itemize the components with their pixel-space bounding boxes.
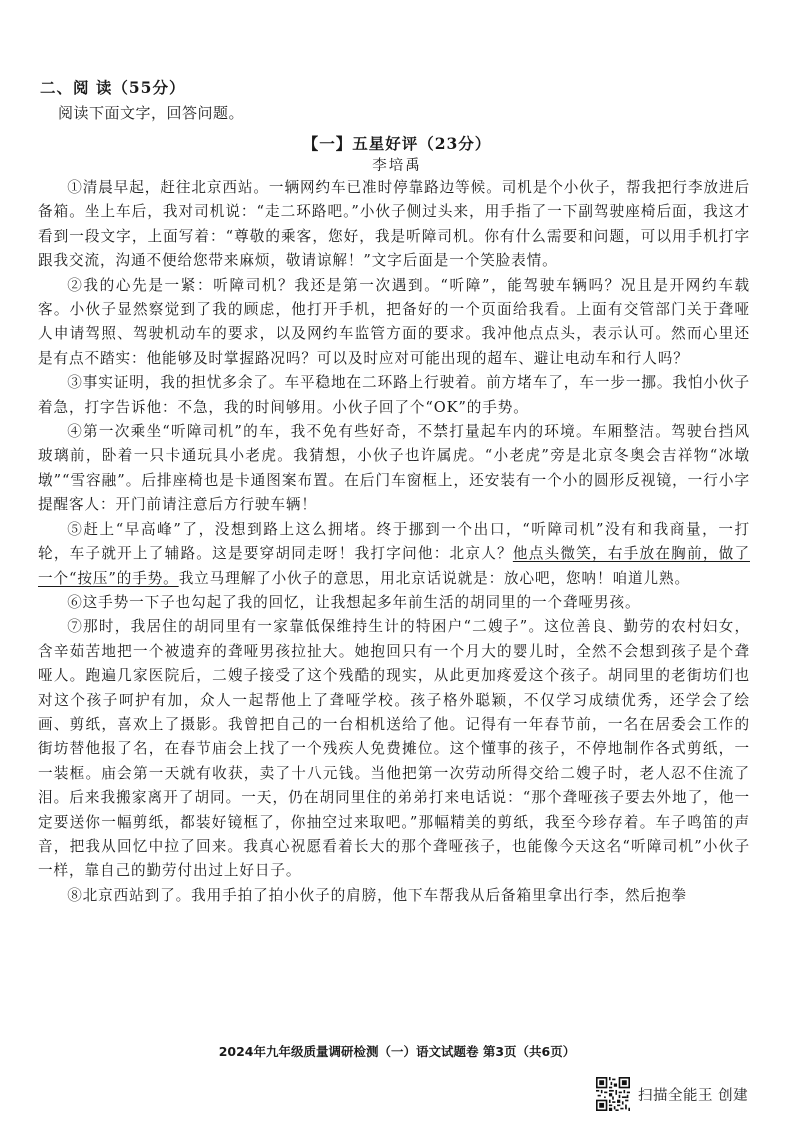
page-footer: 2024年九年级质量调研检测（一）语文试题卷 第3页（共6页） [218, 1044, 576, 1059]
paragraph-5 [38, 518, 750, 591]
underlined-sentence: 他点头微笑，右手放在胸前，做了一个“按压”的手势。 [38, 545, 750, 587]
paragraph-7: ⑦那时，我居住的胡同里有一家靠低保维持生计的特困户“二嫂子”。这位善良、勤劳的农村妇女，含辛茹苦地把一个被遗弃的聋哑男孩拉扯大。她抱回只有一个月大的婴儿时，全然不会想到孩子是个聋哑人。跑遍几家医院后，二嫂子接受了这个残酷的现实，从此更加疼爱这个孩子。胡同里的老街坊们也对这个孩子呵护有加，众人一起帮他上了聋哑学校。孩子格外聪颖，不仅学习成绩优秀，还学会了绘画、剪纸，喜欢上了摄影。我曾把自己的一台相机送给了他。记得有一年春节前，一名在居委会工作的街坊替他报了名，在春节庙会上找了一个残疾人免费摊位。这个懂事的孩子，不停地制作各式剪纸，一一装框。庙会第一天就有收获，卖了十八元钱。当他把第一次劳动所得交给二嫂子时，老人忍不住流了泪。后来我搬家离开了胡同。一天，仍在胡同里住的弟弟打来电话说：“那个聋哑孩子要去外地了，他一定要送你一幅剪纸，都装好镜框了，你抽空过来取吧。”那幅精美的剪纸，我至今珍存着。车子鸣笛的声音，把我从回忆中拉了回来。我真心祝愿看着长大的那个聋哑孩子，也能像今天这名“听障司机”小伙子一样，靠自己的勤劳付出过上好日子。 [38, 618, 750, 880]
paragraph-5-start: ⑤赶上“早高峰”了，没想到路上这么拥堵。终于挪到一个出口，“听障司机”没有和我商量，一打轮，车子就开上了辅路。这是要穿胡同走呀！我打字问他：北京人？ [38, 520, 750, 563]
paragraph-3: ③事实证明，我的担忧多余了。车平稳地在二环路上行驶着。前方堵车了，车一步一挪。我怕小伙子着急，打字告诉他：不急，我的时间够用。小伙子回了个“OK”的手势。 [38, 374, 750, 416]
paragraph-5-end: 我立马理解了小伙子的意思，用北京话说就是：放心吧，您呐！咱道儿熟。 [178, 569, 690, 587]
watermark-text: 扫描全能王 创建 [638, 1087, 749, 1104]
article-body [38, 176, 750, 908]
qr-code-icon [596, 1077, 630, 1111]
scanner-watermark [596, 1076, 748, 1112]
article-author: 李培禹 [372, 158, 422, 174]
paragraph-8: ⑧北京西站到了。我用手拍了拍小伙子的肩膀，他下车帮我从后备箱里拿出行李，然后抱拳 [67, 886, 687, 904]
paragraph-6: ⑥这手势一下子也勾起了我的回忆，让我想起多年前生活的胡同里的一个聋哑男孩。 [67, 593, 641, 611]
section-instruction: 阅读下面文字，回答问题。 [58, 104, 245, 122]
paragraph-4: ④第一次乘坐“听障司机”的车，我不免有些好奇，不禁打量起车内的环境。车厢整洁。驾驶台挡风玻璃前，卧着一只卡通玩具小老虎。我猜想，小伙子也许属虎。“小老虎”旁是北京冬奥会吉祥物“冰墩墩”“雪容融”。后排座椅也是卡通图案布置。在后门车窗框上，还安装有一个小的圆形反视镜，一行小字提醒客人：开门前请注意后方行驶车辆！ [38, 423, 750, 514]
paragraph-2: ②我的心先是一紧：听障司机？我还是第一次遇到。“听障”，能驾驶车辆吗？况且是开网约车载客。小伙子显然察觉到了我的顾虑，他打开手机，把备好的一个页面给我看。上面有交管部门关于聋哑人申请驾照、驾驶机动车的要求，以及网约车监管方面的要求。我冲他点点头，表示认可。然而心里还是有点不踏实：他能够及时掌握路况吗？可以及时应对可能出现的超车、避让电动车和行人吗？ [38, 276, 750, 367]
article-title: 【一】五星好评（23分） [302, 134, 492, 153]
section-title: 二、阅 读（55分） [40, 78, 186, 97]
paragraph-1: ①清晨早起，赶往北京西站。一辆网约车已准时停靠路边等候。司机是个小伙子，帮我把行李放进后备箱。坐上车后，我对司机说：“走二环路吧。”小伙子侧过头来，用手指了一下副驾驶座椅后面，我这才看到一段文字，上面写着：“尊敬的乘客，您好，我是听障司机。你有什么需要和问题，可以用手机打字跟我交流，沟通不便给您带来麻烦，敬请谅解！”文字后面是一个笑脸表情。 [38, 179, 750, 270]
